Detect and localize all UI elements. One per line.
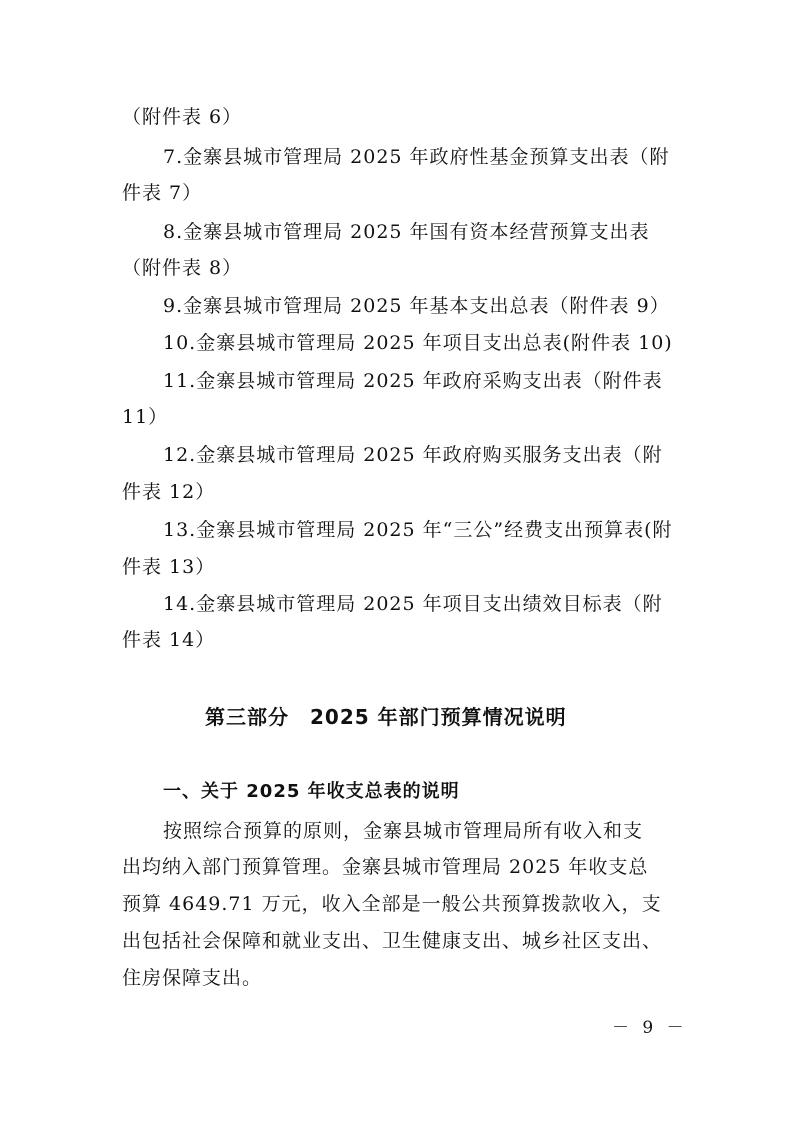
paragraph-line-3: 预算 4649.71 万元，收入全部是一般公共预算拨款收入，支 (122, 893, 662, 915)
attachment-8-line-2: （附件表 8） (122, 257, 243, 279)
attachment-7-line-2: 件表 7） (122, 182, 203, 204)
paragraph-line-2: 出均纳入部门预算管理。金寨县城市管理局 2025 年收支总 (122, 856, 649, 878)
attachment-6-line-1: （附件表 6） (122, 106, 243, 128)
attachment-13-line-2: 件表 13） (122, 556, 216, 578)
attachment-12-line-1: 12.金寨县城市管理局 2025 年政府购买服务支出表（附 (163, 444, 663, 466)
attachment-9-line-1: 9.金寨县城市管理局 2025 年基本支出总表（附件表 9） (163, 295, 670, 317)
attachment-12-line-2: 件表 12） (122, 481, 216, 503)
paragraph-line-1: 按照综合预算的原则，金寨县城市管理局所有收入和支 (163, 820, 644, 842)
attachment-14-line-2: 件表 14） (122, 629, 216, 651)
attachment-10-line-1: 10.金寨县城市管理局 2025 年项目支出总表(附件表 10) (163, 332, 673, 354)
attachment-13-line-1: 13.金寨县城市管理局 2025 年“三公”经费支出预算表(附 (163, 519, 673, 541)
section-title: 第三部分 2025 年部门预算情况说明 (205, 705, 567, 729)
page-number: － 9 － (612, 1018, 688, 1038)
attachment-11-line-1: 11.金寨县城市管理局 2025 年政府采购支出表（附件表 (163, 370, 663, 392)
paragraph-line-4: 出包括社会保障和就业支出、卫生健康支出、城乡社区支出、 (122, 930, 663, 952)
attachment-7-line-1: 7.金寨县城市管理局 2025 年政府性基金预算支出表（附 (163, 146, 670, 168)
attachment-8-line-1: 8.金寨县城市管理局 2025 年国有资本经营预算支出表 (163, 221, 650, 243)
subsection-title: 一、关于 2025 年收支总表的说明 (163, 781, 460, 802)
paragraph-line-5: 住房保障支出。 (122, 967, 263, 989)
attachment-14-line-1: 14.金寨县城市管理局 2025 年项目支出绩效目标表（附 (163, 593, 663, 615)
attachment-11-line-2: 11） (122, 406, 169, 428)
